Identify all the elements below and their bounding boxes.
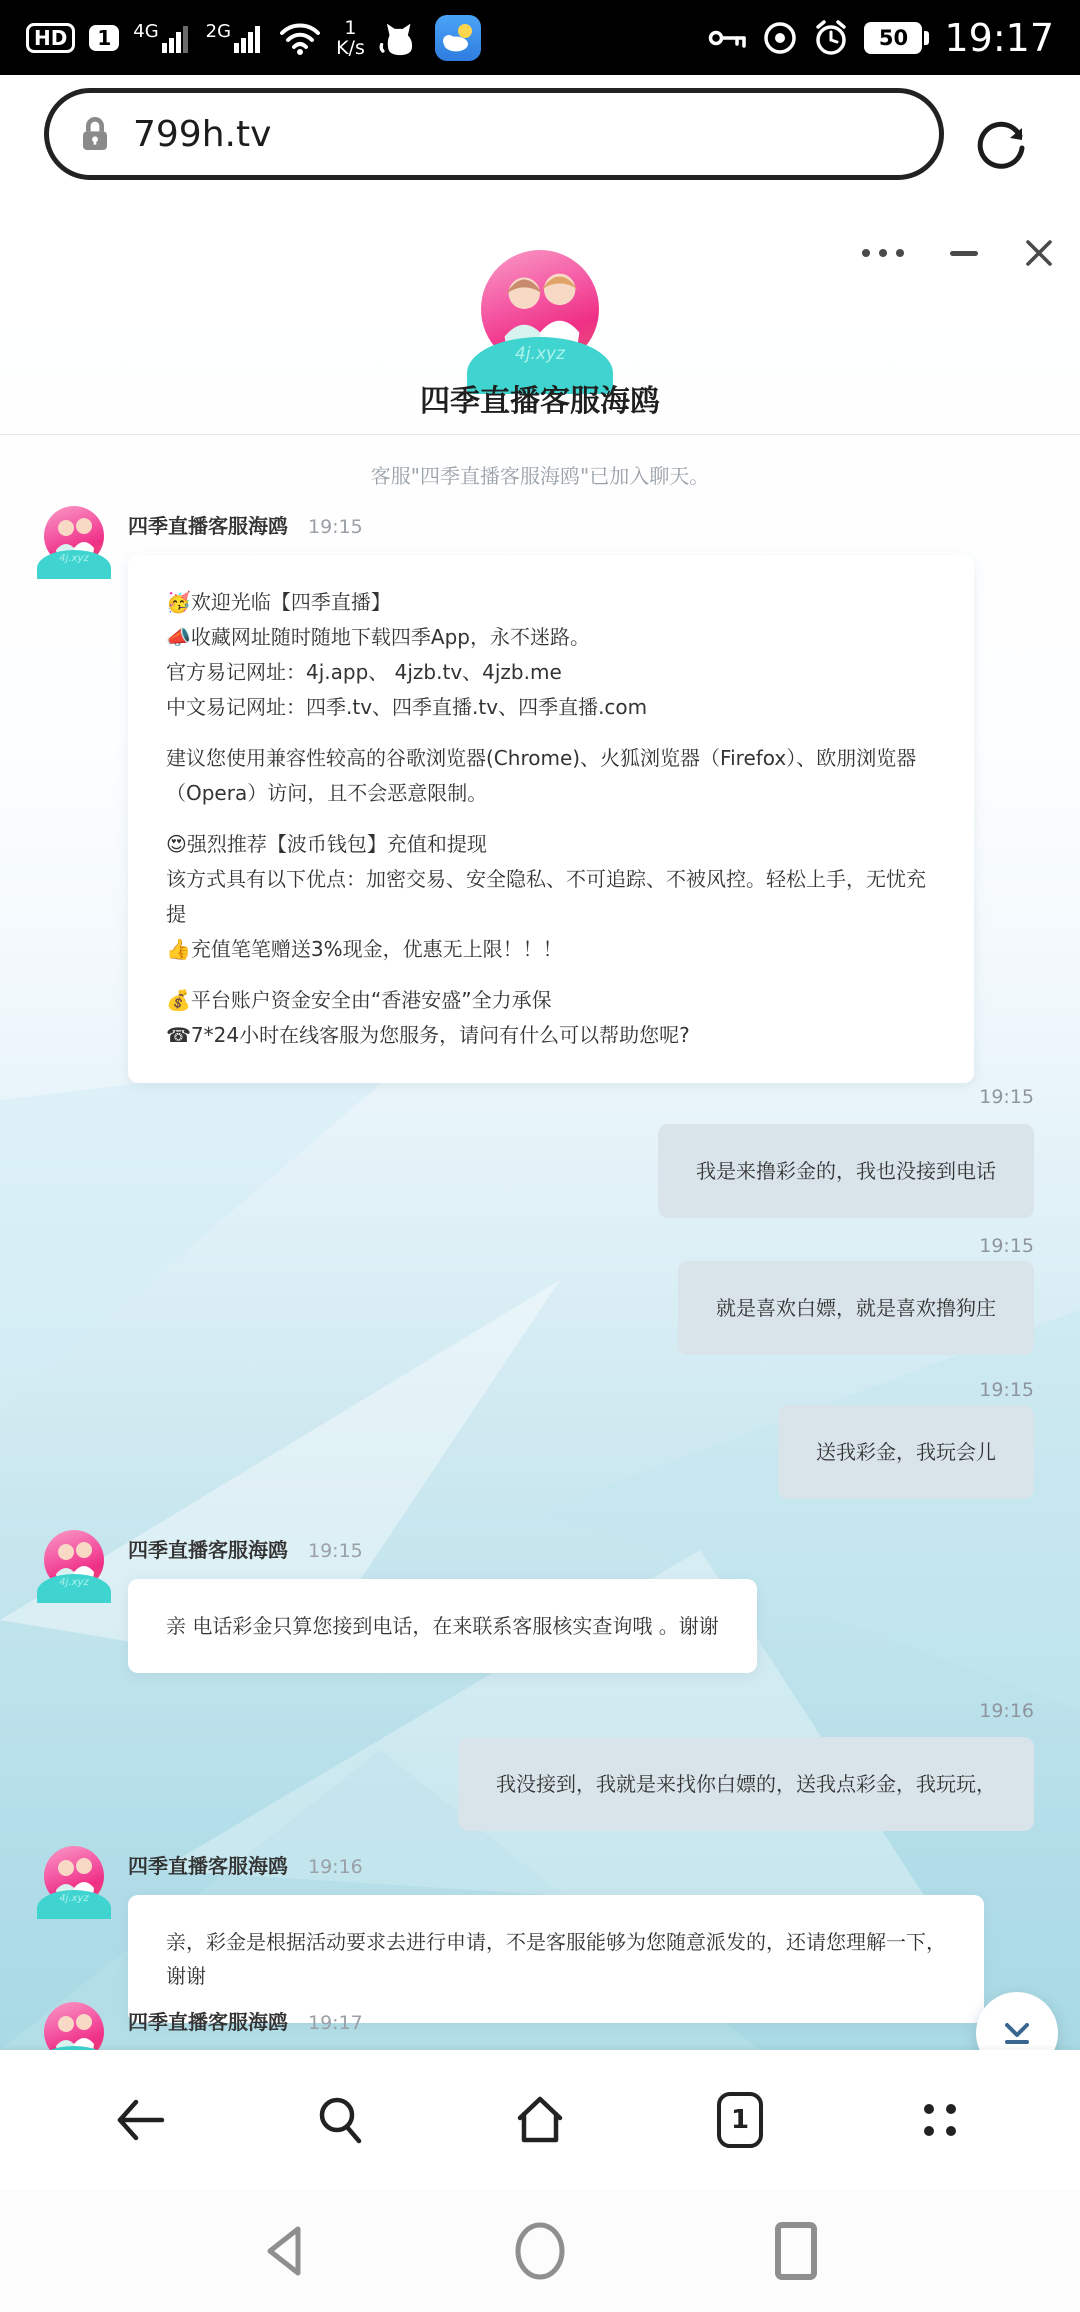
refresh-icon: [974, 114, 1032, 172]
battery-icon: [864, 22, 922, 54]
browser-bar: [0, 75, 1080, 220]
message-time: 19:15: [979, 1086, 1034, 1108]
tabs-button[interactable]: [695, 2075, 785, 2165]
agent-message: [44, 1846, 1040, 2023]
nav-home-circle-icon: [511, 2220, 569, 2282]
android-nav-bar: [0, 2190, 1080, 2312]
eye-protection-icon: [762, 20, 798, 56]
back-button[interactable]: [95, 2075, 185, 2165]
signal-4g-icon: [133, 20, 191, 53]
agent-bubble: 🥳欢迎光临【四季直播】 📣收藏网址随时随地下载四季App，永不迷路。 官方易记网址：4j.app、 4jzb.tv、4jzb.me 中文易记网址：四季.tv、四季直播.tv、四季直播.com 建议您使用兼容性较高的谷歌浏览器(Chrome)、火狐浏览器（Firefox）、欧朋浏览器 （Opera）访问，且不会恶意限制。 😍强烈推荐【波币钱包】充值和提现 该方式具有以下优点：加密交易、安全隐私、不可追踪、不被风控。轻松上手，无忧充提 👍充值笔笔赠送3%现金，优惠无上限！！！ 💰平台账户资金安全由“香港安盛”全力承保 ☎7*24小时在线客服为您服务，请问有什么可以帮助您呢?: [128, 555, 974, 1083]
url-text: 799h.tv: [133, 113, 272, 155]
agent-bubble: 亲，彩金是根据活动要求去进行申请，不是客服能够为您随意派发的，还请您理解一下， 谢谢: [128, 1895, 984, 2023]
signal-bars-icon: [162, 23, 192, 53]
minimize-icon[interactable]: [950, 251, 978, 256]
network-speed-unit: K/s: [336, 36, 365, 59]
chat-page: [0, 220, 1080, 2050]
url-bar[interactable]: [44, 88, 944, 180]
header-divider: [0, 434, 1080, 435]
lock-icon: [79, 115, 111, 153]
signal-4g-label: 4G: [133, 20, 159, 42]
chat-avatar: [481, 250, 599, 368]
message-time: 19:16: [308, 1856, 363, 1878]
nav-home-button[interactable]: [495, 2206, 585, 2296]
message-time: 19:15: [308, 516, 363, 538]
key-icon: [708, 23, 748, 53]
user-message: [678, 1261, 1034, 1355]
search-icon: [313, 2093, 367, 2147]
user-bubble: 我是来撸彩金的，我也没接到电话: [658, 1124, 1034, 1218]
agent-name: 四季直播客服海鸥: [128, 2010, 288, 2034]
message-meta: [128, 1530, 1040, 1563]
menu-dots-icon: [917, 2097, 963, 2143]
agent-name: 四季直播客服海鸥: [128, 514, 288, 538]
home-icon: [512, 2094, 568, 2146]
message-time: 19:15: [979, 1379, 1034, 1401]
message-meta: [128, 1846, 1040, 1879]
chevron-down-icon: [997, 2013, 1037, 2053]
agent-name: 四季直播客服海鸥: [128, 1854, 288, 1878]
nav-recents-square-icon: [772, 2219, 820, 2283]
back-arrow-icon: [112, 2096, 168, 2144]
status-right-cluster: [708, 16, 1054, 60]
message-meta: [128, 2002, 1040, 2035]
agent-message: [44, 506, 1040, 1083]
wifi-icon: [278, 19, 322, 57]
nav-back-button[interactable]: [239, 2206, 329, 2296]
nav-recents-button[interactable]: [751, 2206, 841, 2296]
weather-app-icon: [435, 15, 481, 61]
refresh-button[interactable]: [970, 110, 1036, 176]
user-message: [778, 1405, 1034, 1499]
message-time: 19:17: [308, 2012, 363, 2034]
agent-avatar: 4j.xyz: [44, 1530, 104, 1590]
signal-2g-icon: [205, 20, 264, 53]
agent-avatar: 4j.xyz: [44, 506, 104, 566]
user-message: [458, 1737, 1034, 1831]
signal-2g-label: 2G: [205, 20, 232, 42]
chat-title: 四季直播客服海鸥: [420, 384, 660, 419]
user-bubble: 就是喜欢白嫖，就是喜欢撸狗庄: [678, 1261, 1034, 1355]
battery-level: 50: [878, 25, 909, 50]
close-icon[interactable]: [1024, 238, 1054, 268]
agent-bubble: 亲 电话彩金只算您接到电话，在来联系客服核实查询哦 。谢谢: [128, 1579, 757, 1673]
sim1-icon: 1: [89, 25, 119, 51]
cat-icon: [379, 17, 421, 59]
signal-bars-icon: [234, 23, 264, 53]
user-bubble: 送我彩金，我玩会儿: [778, 1405, 1034, 1499]
clock: 19:17: [944, 15, 1054, 60]
agent-message: [44, 2002, 1040, 2035]
home-button[interactable]: [495, 2075, 585, 2165]
network-speed: [336, 18, 365, 58]
user-message: [658, 1124, 1034, 1218]
hd-icon: HD: [26, 23, 75, 53]
message-time: 19:15: [979, 1235, 1034, 1257]
message-meta: [128, 506, 1040, 539]
status-left-cluster: [26, 15, 481, 61]
user-bubble: 我没接到，我就是来找你白嫖的，送我点彩金，我玩玩，: [458, 1737, 1034, 1831]
browser-toolbar: [0, 2050, 1080, 2190]
message-time: 19:15: [308, 1540, 363, 1562]
search-button[interactable]: [295, 2075, 385, 2165]
status-bar: [0, 0, 1080, 75]
alarm-icon: [812, 19, 850, 57]
tab-count-badge: 1: [717, 2092, 763, 2148]
network-speed-value: 1: [344, 16, 357, 39]
menu-button[interactable]: [895, 2075, 985, 2165]
agent-avatar: 4j.xyz: [44, 1846, 104, 1906]
avatar-watermark: 4j.xyz: [515, 344, 565, 364]
window-controls: [862, 238, 1054, 268]
agent-name: 四季直播客服海鸥: [128, 1538, 288, 1562]
agent-message: [44, 1530, 1040, 1673]
message-time: 19:16: [979, 1700, 1034, 1722]
nav-back-triangle-icon: [262, 2223, 306, 2279]
system-notice: 客服"四季直播客服海鸥"已加入聊天。: [370, 464, 710, 488]
more-options-icon[interactable]: [862, 249, 904, 257]
